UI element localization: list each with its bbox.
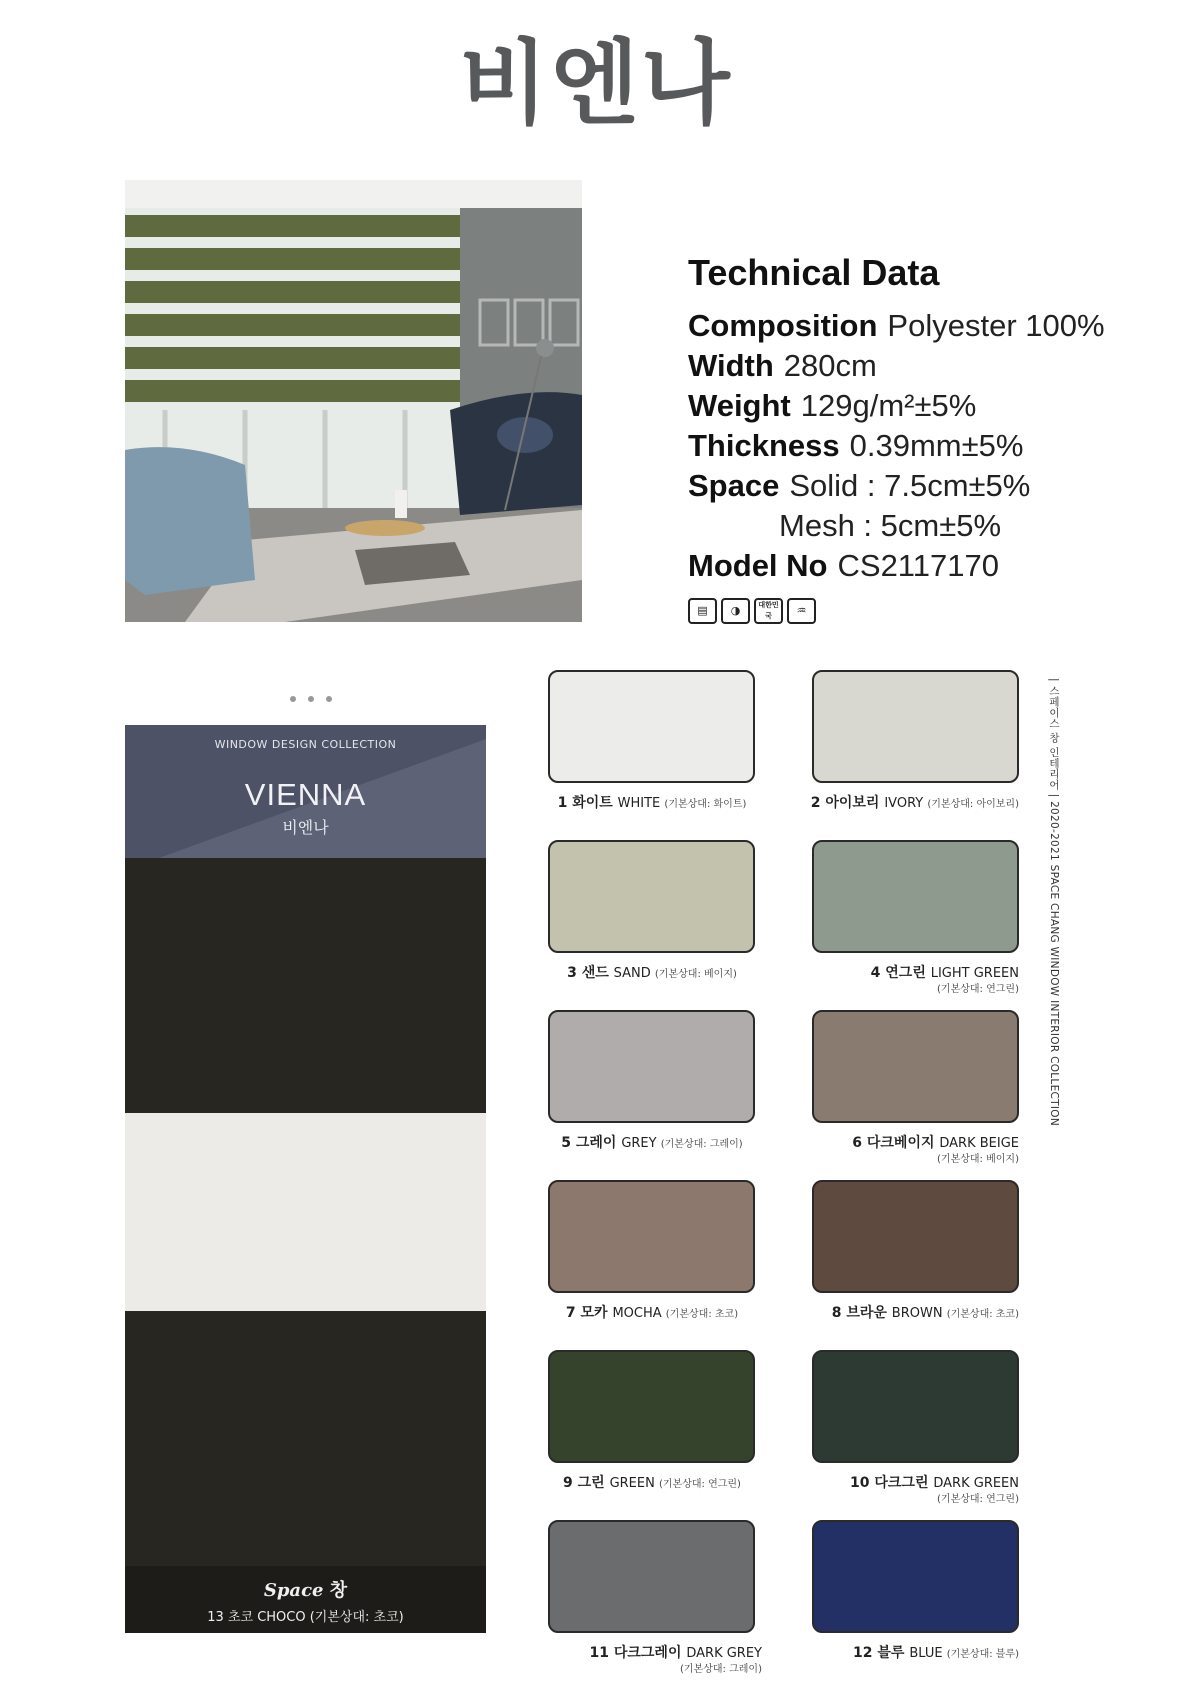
swatch-caption [799, 966, 1019, 997]
blind-icon: ▤ [688, 598, 717, 624]
spec-value: 280cm [783, 348, 877, 383]
swatch-number: 6 다크베이지 [852, 1135, 940, 1151]
book-footer [125, 1566, 486, 1633]
swatch-number: 2 아이보리 [810, 795, 885, 811]
fabric-mesh-band [125, 1113, 486, 1311]
swatch-base-note: (기본상대: 연그린) [658, 1479, 741, 1490]
swatch-caption [799, 1646, 1019, 1662]
swatch-caption [542, 1476, 762, 1492]
swatch-caption [799, 1306, 1019, 1322]
swatch-number: 1 화이트 [557, 795, 618, 811]
spec-row [688, 506, 1105, 546]
spec-key: Thickness [688, 428, 840, 463]
made-in-korea-icon: 대한민국 [754, 598, 783, 624]
swatch-name-en: SAND [613, 966, 655, 981]
spec-value: CS2117170 [837, 548, 999, 583]
swatch-name-en: MOCHA [612, 1306, 666, 1321]
swatch [548, 670, 755, 783]
technical-data [688, 252, 1105, 586]
swatch-base-note: (기본상대: 아이보리) [927, 799, 1019, 810]
spec-row [688, 386, 1105, 426]
care-icons [688, 598, 816, 624]
spec-row [688, 466, 1105, 506]
swatch-number: 7 모카 [565, 1305, 613, 1321]
swatch-number: 5 그레이 [561, 1135, 622, 1151]
swatch-number: 9 그린 [563, 1475, 610, 1491]
swatch [812, 1350, 1019, 1463]
swatch-base-note: (기본상대: 그레이) [660, 1139, 743, 1150]
swatch-base-note: (기본상대: 베이지) [654, 969, 737, 980]
page-title: 비엔나 [459, 30, 732, 137]
swatch-caption [542, 796, 762, 812]
swatch-caption [799, 796, 1019, 812]
swatch-base-note: (기본상대: 초코) [665, 1309, 739, 1320]
swatch-caption [542, 1646, 762, 1677]
swatch-name-en: GREY [621, 1136, 661, 1151]
swatch-number: 10 다크그린 [850, 1475, 934, 1491]
swatch-name-en: GREEN [609, 1476, 659, 1491]
spec-row [688, 426, 1105, 466]
spec-key: Weight [688, 388, 791, 423]
swatch-name-en: BROWN [891, 1306, 947, 1321]
swatch-name-en: DARK BEIGE [939, 1136, 1019, 1151]
spec-value: Mesh : 5cm±5% [779, 508, 1002, 543]
swatch-number: 11 다크그레이 [589, 1645, 687, 1661]
dots-icon [290, 696, 332, 702]
swatch [812, 1010, 1019, 1123]
spec-row [688, 306, 1105, 346]
swatch-base-note: (기본상대: 블루) [946, 1649, 1019, 1660]
swatch-name-en: DARK GREEN [933, 1476, 1019, 1491]
sample-book [125, 725, 486, 1633]
book-header [125, 725, 486, 858]
swatch [812, 840, 1019, 953]
swatch-base-note: (기본상대: 베이지) [937, 1154, 1019, 1165]
book-collection: WINDOW DESIGN COLLECTION [214, 738, 397, 751]
swatch-number: 8 브라운 [831, 1305, 892, 1321]
swatch-name-en: BLUE [909, 1646, 947, 1661]
spec-value: 129g/m²±5% [800, 388, 977, 423]
swatch-number: 12 블루 [853, 1645, 910, 1661]
technical-data-heading: Technical Data [688, 252, 940, 293]
spec-row [688, 346, 1105, 386]
swatch-name-en: LIGHT GREEN [930, 966, 1019, 981]
swatch-number: 3 샌드 [567, 965, 614, 981]
swatch [548, 1180, 755, 1293]
spec-key: Space [688, 468, 780, 503]
swatch-base-note: (기본상대: 화이트) [664, 799, 747, 810]
spec-key: Composition [688, 308, 878, 343]
swatch-caption [542, 1136, 762, 1152]
swatch [548, 1520, 755, 1633]
swatch-caption [799, 1136, 1019, 1167]
spec-value: Polyester 100% [887, 308, 1105, 343]
hand-wash-icon: ♒ [787, 598, 816, 624]
swatch [548, 840, 755, 953]
fabric-solid-band [125, 1311, 486, 1566]
swatch-base-note: (기본상대: 연그린) [937, 1494, 1019, 1505]
swatch-name-en: WHITE [617, 796, 665, 811]
swatch-caption [542, 1306, 762, 1322]
spec-key: Model No [688, 548, 828, 583]
swatch [548, 1010, 755, 1123]
swatch-number: 4 연그린 [870, 965, 931, 981]
swatch-base-note: (기본상대: 초코) [946, 1309, 1019, 1320]
swatch [548, 1350, 755, 1463]
spec-key: Width [688, 348, 774, 383]
book-caption: 13 초코 CHOCO (기본상대: 초코) [207, 1610, 404, 1625]
spec-row [688, 546, 1105, 586]
swatch-base-note: (기본상대: 연그린) [937, 984, 1019, 995]
swatch [812, 670, 1019, 783]
spec-value: 0.39mm±5% [849, 428, 1024, 463]
swatch [812, 1180, 1019, 1293]
side-collection-text: | 스페이스 창 인테리어 | 2020-2021 SPACE CHANG WINDOW INTERIOR COLLECTION [1048, 678, 1060, 1126]
room-photo [125, 180, 582, 622]
brand-logo: Space 창 [263, 1580, 348, 1601]
fabric-solid-band [125, 858, 486, 1113]
swatch-name-en: IVORY [884, 796, 928, 811]
swatch-base-note: (기본상대: 그레이) [680, 1664, 762, 1675]
swatch-name-en: DARK GREY [686, 1646, 762, 1661]
light-blocking-icon: ◑ [721, 598, 750, 624]
swatch-caption [542, 966, 762, 982]
swatch [812, 1520, 1019, 1633]
swatch-caption [799, 1476, 1019, 1507]
book-name-kr: 비엔나 [282, 818, 329, 837]
book-name: VIENNA [244, 777, 367, 812]
spec-value: Solid : 7.5cm±5% [789, 468, 1031, 503]
